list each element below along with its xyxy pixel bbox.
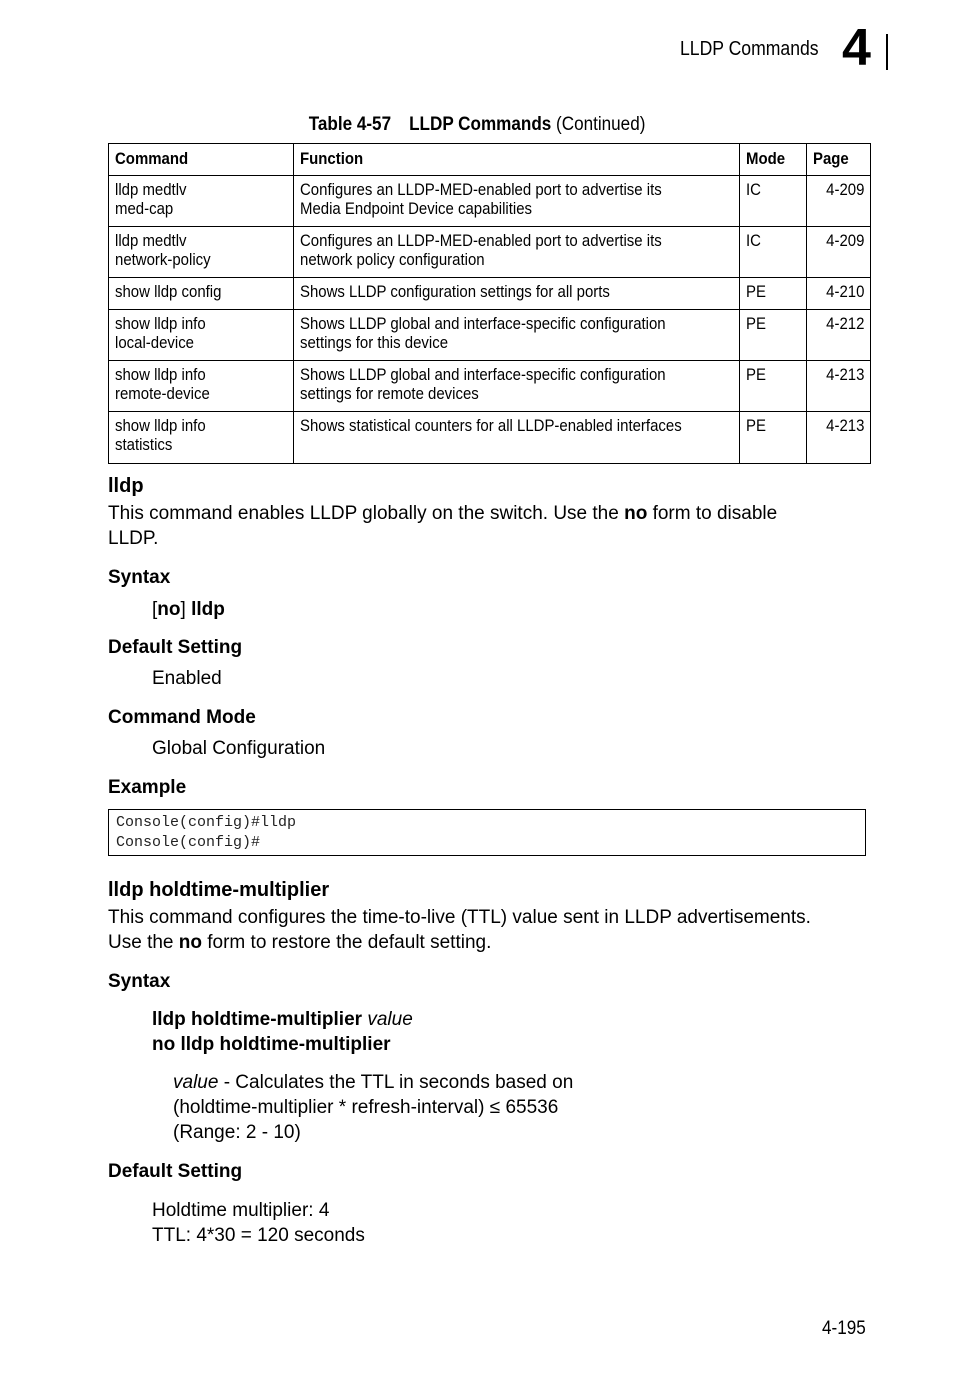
column-header-page: Page [806,144,870,176]
section-title-lldp: lldp [108,475,144,497]
holdtime-description: This command configures the time-to-live (TTL) value sent in LLDP advertisements. Use the no form to restore the default setting. [108,907,811,953]
table-row [109,278,871,310]
no-keyword: no [178,932,202,953]
chapter-tab-divider [886,34,888,70]
table-row [109,361,871,412]
section-title-lldp-holdtime-multiplier: lldp holdtime-multiplier [108,879,330,901]
function-cell: Configures an LLDP-MED-enabled port to advertise its Media Endpoint Device capabilities [293,176,740,227]
code-line: Console(config)# [116,834,261,851]
holdtime-syntax-heading: Syntax [108,971,171,992]
lldp-mode-heading: Command Mode [108,707,256,728]
command-cell: show lldp info statistics [109,412,294,464]
no-keyword: no [624,503,648,524]
table-caption-title: LLDP Commands [409,114,552,135]
page-cell: 4-213 [806,361,870,412]
chapter-number: 4 [842,19,871,77]
mode-cell: IC [740,227,806,278]
page-cell: 4-210 [806,278,870,310]
table-caption-number: Table 4-57 [308,114,392,135]
holdtime-default-value: Holdtime multiplier: 4 TTL: 4*30 = 120 seconds [152,1200,365,1246]
lldp-example-heading: Example [108,777,187,798]
table-caption-suffix: (Continued) [555,114,646,135]
lldp-syntax: [no] lldp [152,599,225,620]
table-row [109,310,871,361]
lldp-mode-value: Global Configuration [152,738,326,759]
running-header-title: LLDP Commands [680,38,819,60]
page-cell: 4-212 [806,310,870,361]
page-number: 4-195 [822,1318,866,1339]
lldp-default-heading: Default Setting [108,637,243,658]
command-cell: lldp medtlv network-policy [109,227,294,278]
table-row [109,227,871,278]
lldp-commands-table [108,143,871,464]
lldp-syntax-heading: Syntax [108,567,171,588]
column-header-function: Function [293,144,740,176]
command-cell: show lldp info remote-device [109,361,294,412]
page-cell: 4-213 [806,412,870,464]
column-header-mode: Mode [740,144,806,176]
command-cell: show lldp config [109,278,294,310]
table-caption [0,114,954,136]
parameter-name: value [173,1072,219,1093]
lldp-description: This command enables LLDP globally on the switch. Use the no form to disable LLDP. [108,503,778,549]
function-cell: Shows LLDP global and interface-specific configuration settings for remote devices [293,361,740,412]
mode-cell: PE [740,412,806,464]
mode-cell: PE [740,310,806,361]
page-cell: 4-209 [806,227,870,278]
command-cell: show lldp info local-device [109,310,294,361]
example-code-box [108,809,866,856]
column-header-command: Command [109,144,294,176]
lldp-default-value: Enabled [152,668,222,689]
function-cell: Shows LLDP global and interface-specific configuration settings for this device [293,310,740,361]
code-line: Console(config)#lldp [116,814,297,831]
command-cell: lldp medtlv med-cap [109,176,294,227]
table-row [109,412,871,464]
function-cell: Shows statistical counters for all LLDP-enabled interfaces [293,412,740,464]
holdtime-syntax: lldp holdtime-multiplier value no lldp holdtime-multiplier [152,1009,413,1055]
mode-cell: IC [740,176,806,227]
table-header-row [109,144,871,176]
table-row [109,176,871,227]
holdtime-default-heading: Default Setting [108,1161,243,1182]
mode-cell: PE [740,361,806,412]
function-cell: Configures an LLDP-MED-enabled port to advertise its network policy configuration [293,227,740,278]
mode-cell: PE [740,278,806,310]
page-cell: 4-209 [806,176,870,227]
holdtime-parameter-description: value - Calculates the TTL in seconds based on (holdtime-multiplier * refresh-interval) ≤ 65536 (Range: 2 - 10) [173,1072,574,1143]
function-cell: Shows LLDP configuration settings for all ports [293,278,740,310]
